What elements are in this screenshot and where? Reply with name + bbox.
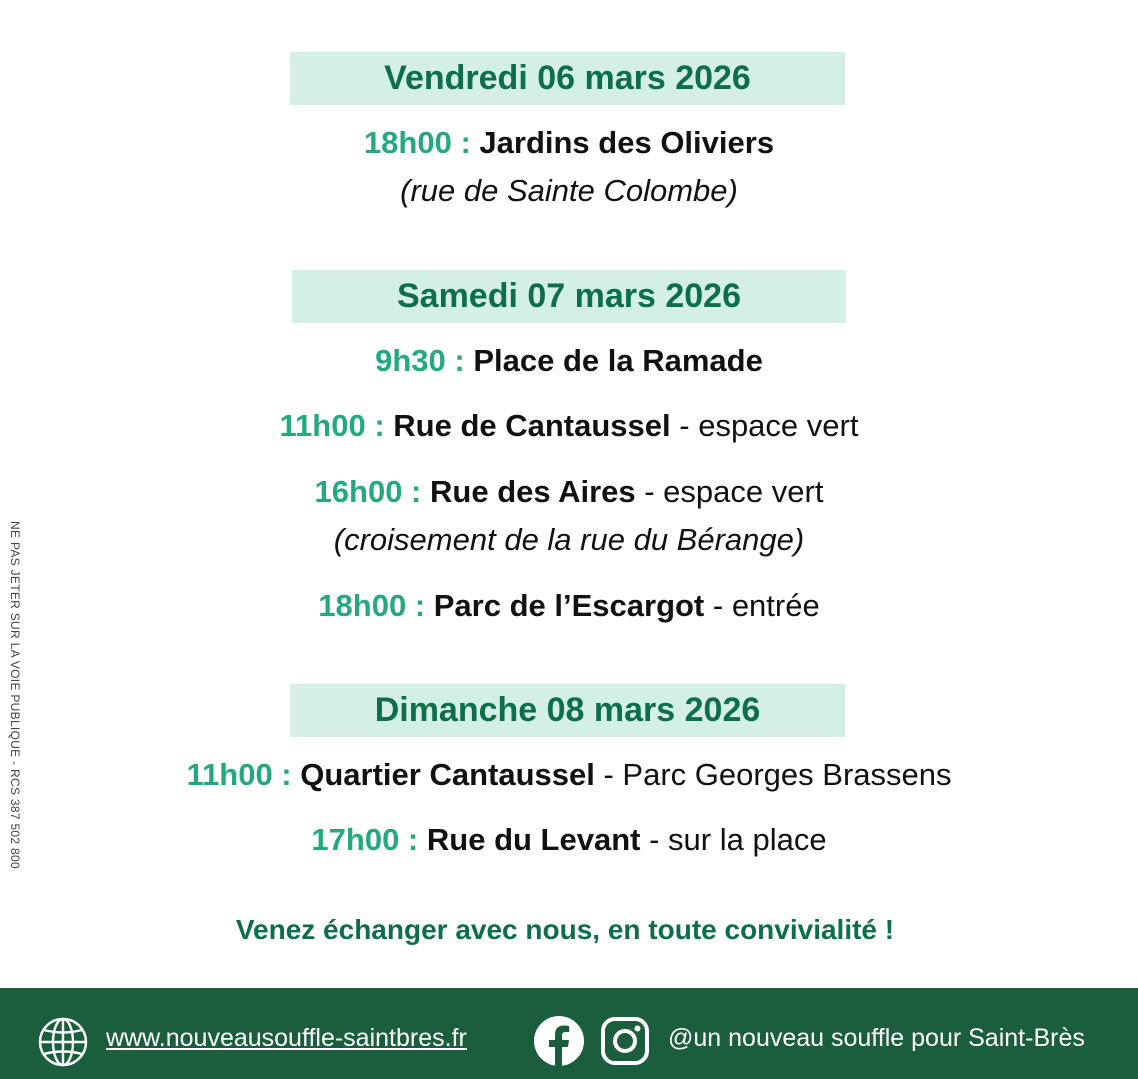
event-place: Jardins des Oliviers — [479, 125, 775, 160]
website-link[interactable]: www.nouveausouffle-saintbres.fr — [106, 1024, 467, 1052]
event-subtitle: (croisement de la rue du Bérange) — [333, 522, 805, 557]
event-time: 11h00 : — [279, 408, 385, 443]
event-time: 18h00 : — [318, 588, 426, 623]
day-header-sunday: Dimanche 08 mars 2026 — [290, 684, 845, 737]
event-line — [0, 757, 1138, 793]
event-line — [0, 588, 1138, 624]
event-place: Quartier Cantaussel — [300, 757, 595, 792]
event-subtitle: (rue de Sainte Colombe) — [400, 173, 738, 208]
day-header-saturday: Samedi 07 mars 2026 — [292, 270, 846, 323]
event-line — [0, 822, 1138, 858]
tagline: Venez échanger avec nous, en toute convivialité ! — [235, 914, 895, 945]
event-line — [0, 474, 1138, 510]
event-time: 9h30 : — [375, 343, 465, 378]
event-line — [0, 408, 1138, 444]
footer — [0, 988, 1138, 1079]
event-line — [0, 343, 1138, 379]
event-time: 18h00 : — [363, 125, 471, 160]
social-handle: @un nouveau souffle pour Saint-Brès — [668, 1024, 1085, 1052]
event-place: Rue du Levant — [426, 822, 641, 857]
event-place: Rue des Aires — [430, 474, 636, 509]
event-extra: - sur la place — [640, 822, 827, 857]
event-place: Place de la Ramade — [473, 343, 763, 378]
event-time: 11h00 : — [186, 757, 292, 792]
event-line — [0, 125, 1138, 161]
event-time: 16h00 : — [314, 474, 422, 509]
globe-icon — [37, 1016, 89, 1068]
event-place: Rue de Cantaussel — [393, 408, 671, 443]
facebook-icon[interactable] — [533, 1015, 585, 1067]
event-place: Parc de l’Escargot — [433, 588, 705, 623]
event-extra: - entrée — [704, 588, 820, 623]
side-note: NE PAS JETER SUR LA VOIE PUBLIQUE - RCS 387 502 800 — [8, 521, 22, 869]
event-time: 17h00 : — [311, 822, 419, 857]
event-extra: - espace vert — [635, 474, 824, 509]
day-header-friday: Vendredi 06 mars 2026 — [290, 52, 845, 105]
event-extra: - espace vert — [670, 408, 859, 443]
event-extra: - Parc Georges Brassens — [594, 757, 952, 792]
instagram-icon[interactable] — [599, 1015, 651, 1067]
